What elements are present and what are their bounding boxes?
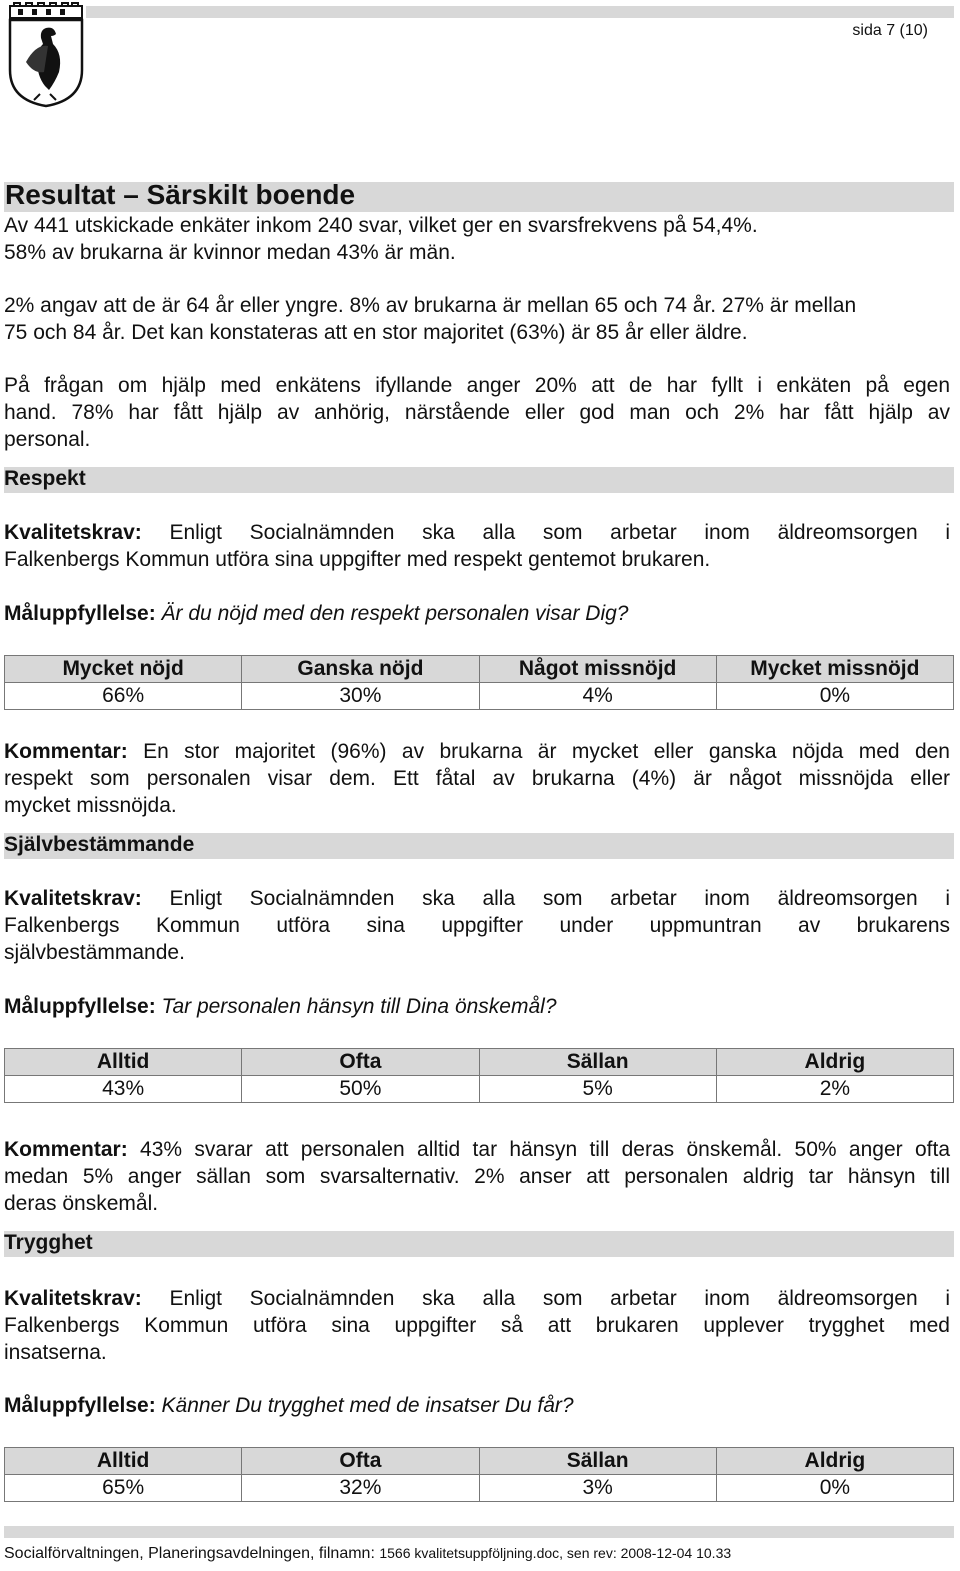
requirement-text: Enligt Socialnämnden ska alla som arbetar inom äldreomsorgen i [169, 887, 950, 910]
requirement-label: Kvalitetskrav: [4, 1287, 142, 1310]
intro-line: Av 441 utskickade enkäter inkom 240 svar, vilket ger en svarsfrekvens på 54,4%. [4, 214, 758, 237]
comment [4, 740, 950, 764]
intro-line: 58% av brukarna är kvinnor medan 43% är män. [4, 241, 456, 264]
requirement-text: Falkenbergs Kommun utföra sina uppgifter under uppmuntran av brukarens [4, 914, 950, 937]
comment-text: 43% svarar att personalen alltid tar hänsyn till deras önskemål. 50% anger ofta [140, 1138, 950, 1161]
intro-line: 2% angav att de är 64 år eller yngre. 8% av brukarna är mellan 65 och 74 år. 27% är mellan [4, 294, 857, 317]
table-cell: 0% [716, 1475, 953, 1502]
comment [4, 1138, 950, 1162]
requirement-text: Enligt Socialnämnden ska alla som arbetar inom äldreomsorgen i [169, 521, 950, 544]
footer [4, 1545, 731, 1563]
column-header: Mycket missnöjd [716, 656, 953, 683]
column-header: Ofta [242, 1049, 479, 1076]
comment-text: respekt som personalen visar dem. Ett fåtal av brukarna (4%) är något missnöjda eller [4, 767, 950, 790]
quality-requirement [4, 1287, 950, 1311]
page-number: sida 7 (10) [852, 22, 928, 39]
quality-requirement [4, 887, 950, 911]
table-cell: 3% [479, 1475, 716, 1502]
requirement-label: Kvalitetskrav: [4, 521, 142, 544]
goal-label: Måluppfyllelse: [4, 602, 156, 625]
intro-line: 75 och 84 år. Det kan konstateras att en stor majoritet (63%) är 85 år eller äldre. [4, 321, 748, 344]
requirement-text: självbestämmande. [4, 941, 185, 964]
footer-filename: 1566 kvalitetsuppföljning.doc, sen rev: 2008-12-04 10.33 [379, 1545, 732, 1561]
table-cell: 32% [242, 1475, 479, 1502]
intro-line: personal. [4, 428, 91, 451]
comment-text: medan 5% anger sällan som svarsalternativ. 2% anser att personalen aldrig tar hänsyn till [4, 1165, 950, 1188]
question-text: Känner Du trygghet med de insatser Du får? [161, 1394, 574, 1417]
goal-label: Måluppfyllelse: [4, 1394, 156, 1417]
goal-question [4, 602, 628, 626]
column-header: Aldrig [716, 1049, 953, 1076]
table-cell: 2% [716, 1076, 953, 1103]
requirement-text: insatserna. [4, 1341, 107, 1364]
goal-question [4, 1394, 574, 1418]
column-header: Mycket nöjd [5, 656, 242, 683]
response-table [4, 1447, 954, 1502]
comment-label: Kommentar: [4, 740, 128, 763]
table-cell: 4% [479, 683, 716, 710]
intro-line: hand. 78% har fått hjälp av anhörig, närstående eller god man och 2% har fått hjälp av [4, 401, 950, 424]
comment-text: deras önskemål. [4, 1192, 159, 1215]
section-heading-shading [4, 1231, 954, 1257]
table-cell: 5% [479, 1076, 716, 1103]
table-cell: 50% [242, 1076, 479, 1103]
section-heading-shading [4, 467, 954, 493]
column-header: Något missnöjd [479, 656, 716, 683]
requirement-text: Falkenbergs Kommun utföra sina uppgifter med respekt gentemot brukaren. [4, 548, 711, 571]
municipality-coat-of-arms-icon [6, 2, 86, 108]
section-heading: Självbestämmande [4, 833, 195, 856]
comment-text: En stor majoritet (96%) av brukarna är mycket eller ganska nöjda med den [143, 740, 950, 763]
section-heading: Respekt [4, 467, 86, 490]
response-table [4, 655, 954, 710]
requirement-text: Enligt Socialnämnden ska alla som arbetar inom äldreomsorgen i [169, 1287, 950, 1310]
table-cell: 30% [242, 683, 479, 710]
comment-label: Kommentar: [4, 1138, 128, 1161]
intro-line: På frågan om hjälp med enkätens ifyllande anger 20% att de har fyllt i enkäten på egen [4, 374, 950, 397]
response-table [4, 1048, 954, 1103]
goal-label: Måluppfyllelse: [4, 995, 156, 1018]
table-cell: 43% [5, 1076, 242, 1103]
page-title: Resultat – Särskilt boende [5, 179, 356, 210]
comment-text: mycket missnöjda. [4, 794, 177, 817]
column-header: Alltid [5, 1448, 242, 1475]
footer-rule [4, 1526, 954, 1538]
column-header: Ofta [242, 1448, 479, 1475]
goal-question [4, 995, 557, 1019]
table-cell: 65% [5, 1475, 242, 1502]
column-header: Ganska nöjd [242, 656, 479, 683]
column-header: Sällan [479, 1448, 716, 1475]
section-heading: Trygghet [4, 1231, 93, 1254]
quality-requirement [4, 521, 950, 545]
question-text: Är du nöjd med den respekt personalen visar Dig? [161, 602, 629, 625]
footer-text: Socialförvaltningen, Planeringsavdelningen, filnamn: [4, 1545, 380, 1562]
question-text: Tar personalen hänsyn till Dina önskemål? [161, 995, 557, 1018]
column-header: Sällan [479, 1049, 716, 1076]
column-header: Alltid [5, 1049, 242, 1076]
requirement-label: Kvalitetskrav: [4, 887, 142, 910]
column-header: Aldrig [716, 1448, 953, 1475]
table-cell: 0% [716, 683, 953, 710]
header-rule [86, 6, 954, 18]
table-cell: 66% [5, 683, 242, 710]
requirement-text: Falkenbergs Kommun utföra sina uppgifter så att brukaren upplever trygghet med [4, 1314, 950, 1337]
